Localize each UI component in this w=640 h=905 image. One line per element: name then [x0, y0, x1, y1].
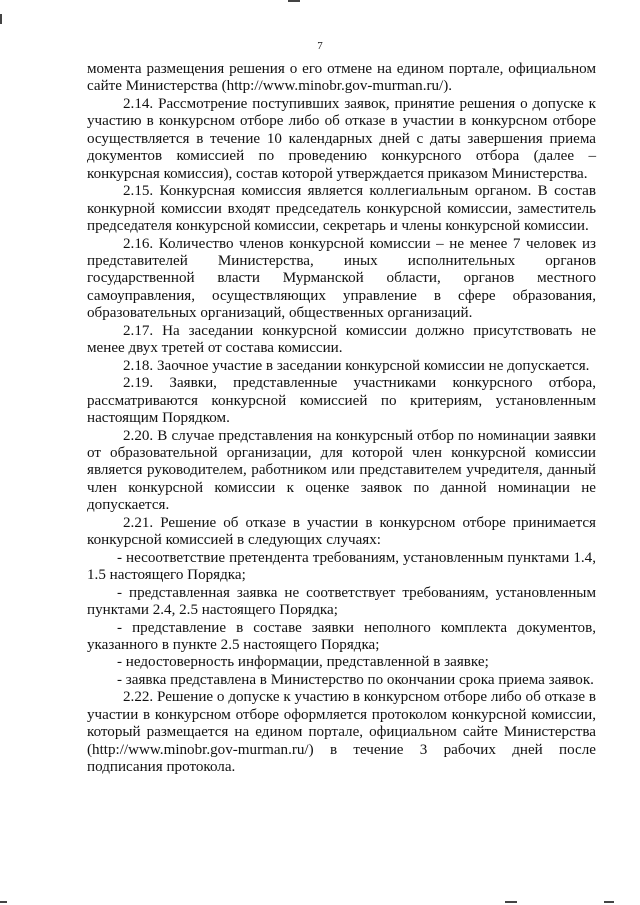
paragraph-2-22: 2.22. Решение о допуске к участию в конкурсном отборе либо об отказе в участии в конкурсном отборе оформляется протоколом конкурсной комиссии, который размещается на едином портале, официальном сайте Министерства (http://www.minobr.gov-murman.ru/) в течение 3 рабочих дней после подписания протокола.: [87, 689, 596, 776]
list-item: - недостоверность информации, представленной в заявке;: [117, 654, 489, 671]
list-item: - представление в составе заявки неполного комплекта документов, указанного в пункте 2.5 настоящего Порядка;: [87, 619, 596, 653]
scan-edge-mark: [604, 901, 614, 903]
scan-edge-mark: [0, 901, 7, 903]
page-number: 7: [317, 40, 323, 52]
list-item: - представленная заявка не соответствует требованиям, установленным пунктами 2.4, 2.5 настоящего Порядка;: [87, 584, 596, 619]
paragraph-2-15: 2.15. Конкурсная комиссия является коллегиальным органом. В состав конкурной комиссии входят председатель конкурсной комиссии, заместитель председателя конкурсной комиссии, секретарь и члены конкурсной комиссии.: [87, 183, 596, 235]
list-item: - заявка представлена в Министерство по окончании срока приема заявок.: [117, 671, 594, 688]
scan-edge-mark: [505, 901, 517, 903]
paragraph-2-21: 2.21. Решение об отказе в участии в конкурсном отборе принимается конкурсной комиссией в следующих случаях:: [87, 514, 596, 549]
paragraph-2-17: 2.17. На заседании конкурсной комиссии должно присутствовать не менее двух третей от состава комиссии.: [87, 322, 596, 357]
paragraph-2-14: 2.14. Рассмотрение поступивших заявок, принятие решения о допуске к участию в конкурсном отборе либо об отказе в участии в конкурсном отборе осуществляется в течение 10 календарных дней с даты завершения приема документов комиссией по проведению конкурсного отбора (далее – конкурсная комиссия), состав которой утверждается приказом Министерства.: [87, 95, 596, 182]
document-body: [87, 61, 596, 777]
paragraph-2-20: 2.20. В случае представления на конкурсный отбор по номинации заявки от образовательной организации, для которой член конкурсной комиссии является руководителем, работником или представителем учредителя, данный член конкурсной комиссии к оценке заявок по данной номинации не допускается.: [87, 427, 596, 514]
paragraph-2-19: 2.19. Заявки, представленные участниками конкурсного отбора, рассматриваются конкурсной комиссией по критериям, установленным настоящим Порядком.: [87, 375, 596, 427]
scan-edge-mark: [288, 0, 300, 2]
paragraph-2-18: 2.18. Заочное участие в заседании конкурсной комиссии не допускается.: [123, 357, 590, 374]
list-item: - несоответствие претендента требованиям, установленным пунктами 1.4, 1.5 настоящего Порядка;: [87, 549, 596, 584]
paragraph-2-16: 2.16. Количество членов конкурсной комиссии – не менее 7 человек из представителей Министерства, иных исполнительных органов государственной власти Мурманской области, органов местного самоуправления, осуществляющих управление в сфере образования, образовательных организаций, общественных организаций.: [87, 235, 596, 322]
paragraph-continuation: момента размещения решения о его отмене на едином портале, официальном сайте Министерства (http://www.minobr.gov-murman.ru/).: [87, 61, 596, 95]
scan-edge-mark: [0, 14, 2, 24]
